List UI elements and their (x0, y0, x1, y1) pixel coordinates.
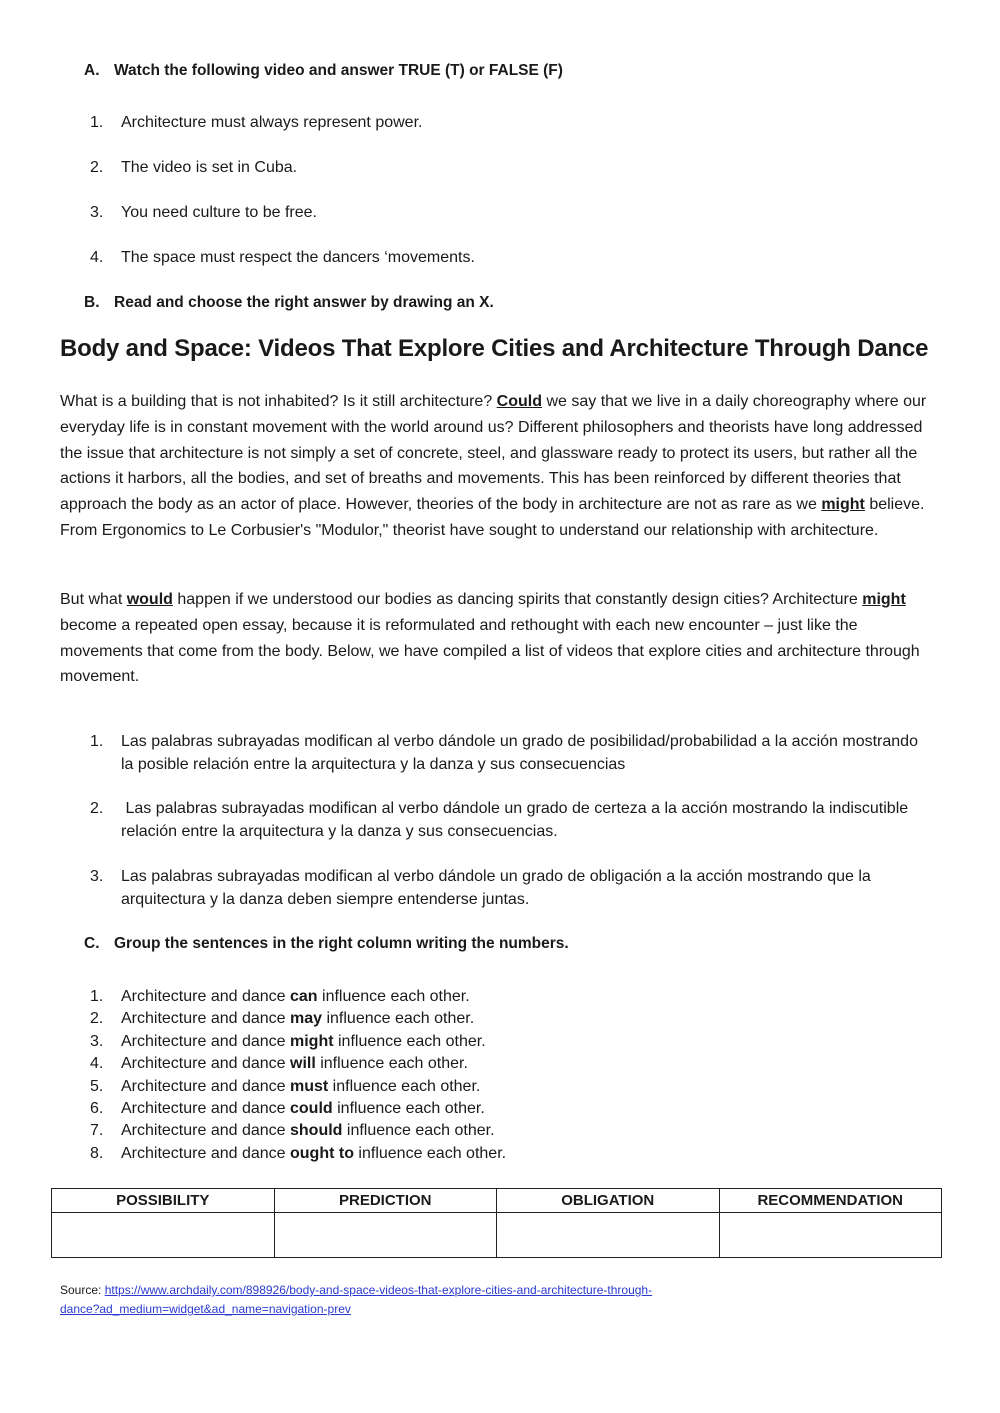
answer-cell-recommendation[interactable] (719, 1213, 942, 1258)
true-false-item (90, 114, 422, 132)
section-a-letter: A. (84, 62, 100, 79)
option-text: Las palabras subrayadas modifican al verbo dándole un grado de posibilidad/probabilidad a la acción mostrando la posible relación entre la arquitectura y la danza y sus consecuencias (121, 733, 918, 773)
true-false-item (90, 249, 475, 267)
underlined-modal: might (821, 496, 865, 514)
modal-verb: ought to (290, 1144, 354, 1162)
grouping-table (51, 1188, 942, 1258)
modal-sentence: 8. Architecture and dance ought to influence each other. (90, 1144, 507, 1162)
article-paragraph-2: But what would happen if we understood our bodies as dancing spirits that constantly design cities? Architecture might become a repeated open essay, because it is reformulated and rethought with each new encounter – just like the movements that come from the body. Below, we have compiled a list of videos that explore cities and architecture through movement. (60, 591, 920, 686)
item-number: 1. (90, 114, 104, 131)
column-header-possibility: POSSIBILITY (52, 1189, 275, 1213)
section-b-heading-text: Read and choose the right answer by drawing an X. (114, 294, 494, 311)
item-number: 3. (90, 204, 104, 221)
modal-sentence: 2. Architecture and dance may influence each other. (90, 1010, 475, 1028)
column-header-prediction: PREDICTION (274, 1189, 497, 1213)
modal-sentence: 4. Architecture and dance will influence each other. (90, 1055, 468, 1073)
section-b-letter: B. (84, 294, 100, 311)
source-citation (60, 1281, 760, 1319)
answer-option[interactable] (90, 731, 920, 776)
underlined-modal: would (126, 591, 173, 608)
item-text: The space must respect the dancers ‘movements. (121, 249, 475, 266)
item-number: 4. (90, 249, 104, 266)
option-number: 1. (90, 733, 104, 750)
section-c-heading (84, 935, 569, 953)
modal-verb: may (290, 1010, 323, 1028)
item-number: 2. (90, 159, 104, 176)
underlined-modal: might (862, 591, 906, 608)
modal-verb: could (290, 1100, 333, 1118)
modal-verb: can (290, 988, 318, 1005)
section-c-letter: C. (84, 935, 100, 952)
true-false-item (90, 204, 317, 222)
column-header-recommendation: RECOMMENDATION (719, 1189, 942, 1213)
answer-cell-obligation[interactable] (497, 1213, 720, 1258)
article-title: Body and Space: Videos That Explore Cities and Architecture Through Dance (60, 335, 929, 362)
source-link[interactable]: https://www.archdaily.com/898926/body-and-space-videos-that-explore-cities-and-architecture-through- dance?ad_medium=widget&ad_name=navigation-prev (60, 1283, 653, 1316)
modal-sentence: 6. Architecture and dance could influence each other. (90, 1100, 485, 1118)
modal-sentence: 7. Architecture and dance should influence each other. (90, 1122, 495, 1140)
modal-sentence-list (90, 986, 506, 1165)
modal-verb: might (290, 1032, 334, 1050)
modal-sentence: 1. Architecture and dance can influence each other. (90, 988, 470, 1005)
true-false-item (90, 159, 297, 177)
modal-sentence: 5. Architecture and dance must influence each other. (90, 1077, 481, 1095)
answer-option[interactable] (90, 798, 920, 843)
option-number: 2. (90, 800, 104, 817)
answer-cell-prediction[interactable] (274, 1213, 497, 1258)
item-text: The video is set in Cuba. (121, 159, 298, 176)
modal-sentence: 3. Architecture and dance might influence each other. (90, 1032, 486, 1050)
modal-verb: must (290, 1077, 329, 1095)
column-header-obligation: OBLIGATION (497, 1189, 720, 1213)
underlined-modal: Could (496, 393, 542, 410)
section-a-heading-text: Watch the following video and answer TRUE (T) or FALSE (F) (114, 62, 563, 79)
modal-verb: should (290, 1122, 343, 1140)
answer-cell-possibility[interactable] (52, 1213, 275, 1258)
option-number: 3. (90, 868, 104, 885)
section-b-heading (84, 294, 494, 312)
answer-option[interactable] (90, 866, 920, 911)
option-text: Las palabras subrayadas modifican al verbo dándole un grado de certeza a la acción mostrando la indiscutible relación entre la arquitectura y la danza y sus consecuencias. (121, 800, 913, 840)
section-a-heading (84, 62, 563, 80)
source-label: Source: (60, 1283, 105, 1297)
option-text: Las palabras subrayadas modifican al verbo dándole un grado de obligación a la acción mostrando que la arquitectura y la danza deben siempre entenderse juntas. (121, 868, 871, 908)
section-c-heading-text: Group the sentences in the right column writing the numbers. (114, 935, 569, 952)
item-text: You need culture to be free. (121, 204, 317, 221)
item-text: Architecture must always represent power. (121, 114, 423, 131)
article-paragraph-1: What is a building that is not inhabited? Is it still architecture? Could we say that we live in a daily choreography where our everyday life is in constant movement with the world around us? Different philosophers and theorists have long addressed the issue that architecture is not simply a set of concrete, steel, and glassware ready to protect its users, but rather all the actions it harbors, all the bodies, and set of breaths and movements. This has been reinforced by different theories that approach the body as an actor of place. However, theories of the body in architecture are not as rare as we might believe. From Ergonomics to Le Corbusier's "Modulor," theorist have sought to understand our relationship with architecture. (60, 393, 927, 539)
modal-verb: will (290, 1055, 316, 1073)
